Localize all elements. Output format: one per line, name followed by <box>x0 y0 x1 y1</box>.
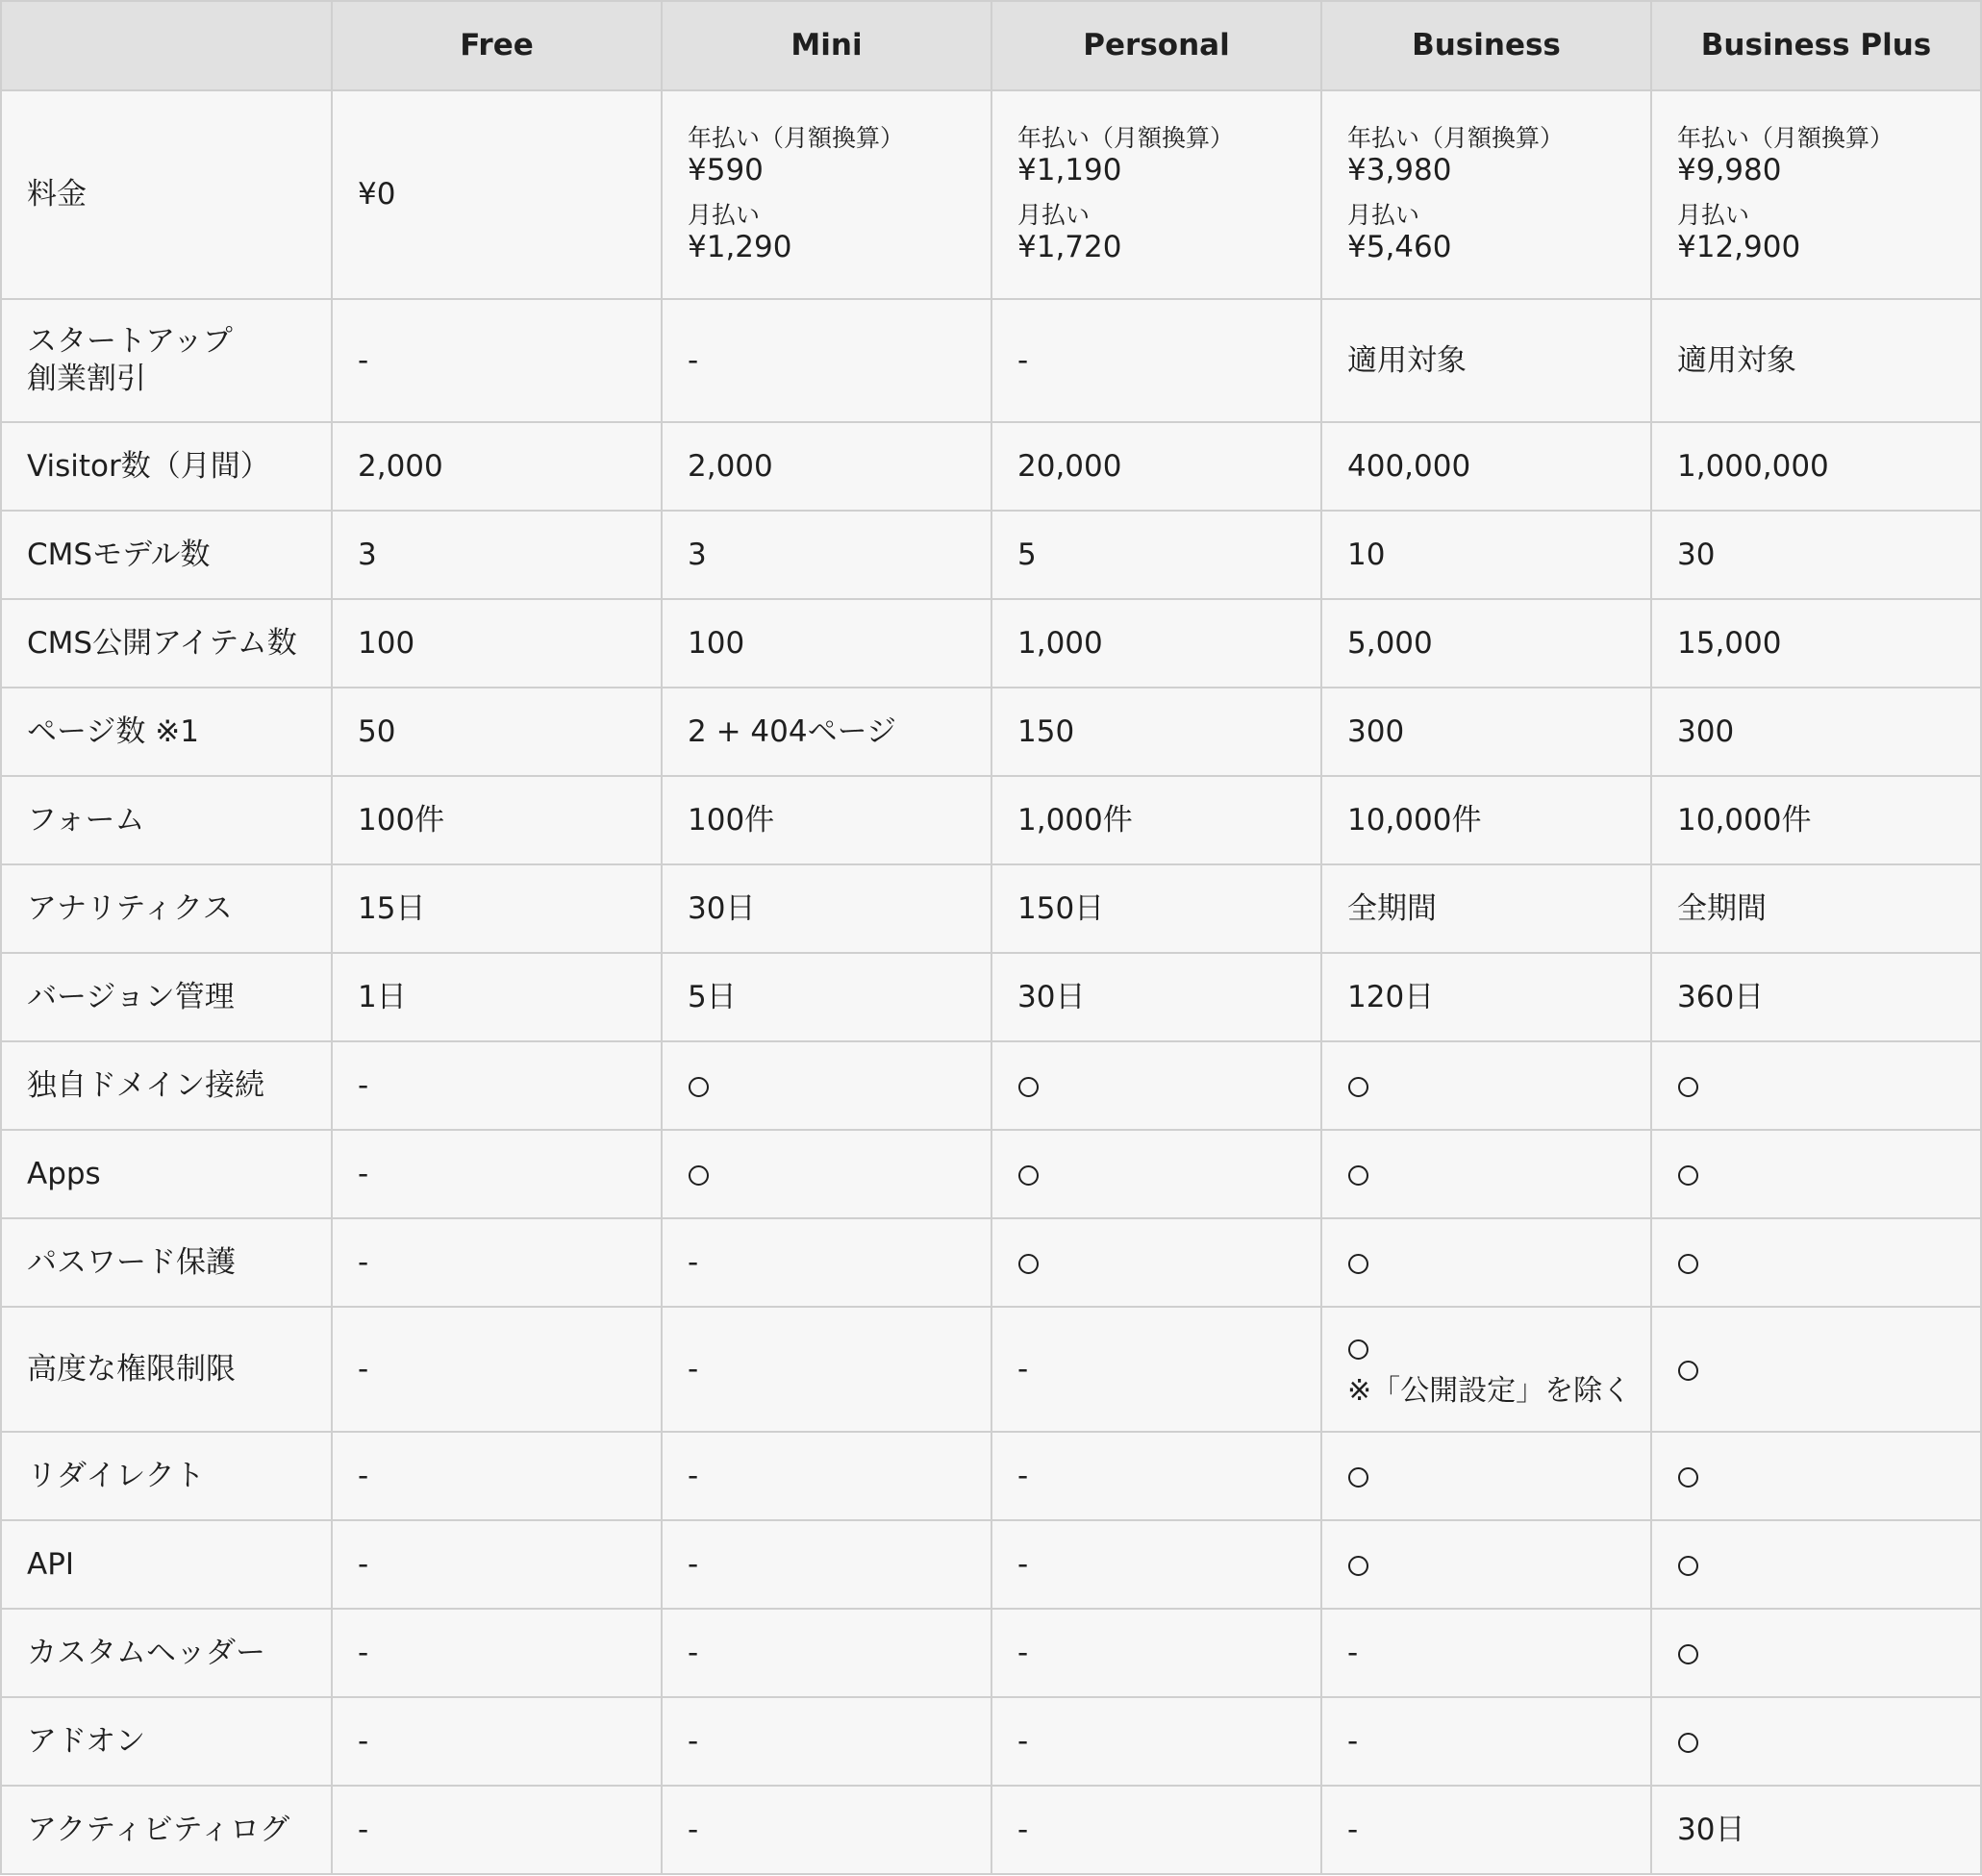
row-label: CMSモデル数 <box>1 511 332 599</box>
available-circle-icon <box>1348 1339 1368 1360</box>
cell-value: 100 <box>688 625 745 661</box>
cell-value: 1,000 <box>1017 625 1103 661</box>
feature-row <box>1 1609 1981 1697</box>
row-label: CMS公開アイテム数 <box>1 599 332 688</box>
cell-free <box>332 953 662 1041</box>
cell-value: 2 + 404ページ <box>688 713 896 749</box>
available-circle-icon <box>1678 1467 1698 1488</box>
unavailable-dash: - <box>688 1723 699 1759</box>
unavailable-dash: - <box>688 1546 699 1582</box>
cell-free <box>332 776 662 864</box>
cell-free <box>332 1697 662 1786</box>
unavailable-dash: - <box>688 1244 699 1280</box>
cell-value: 120日 <box>1347 979 1435 1014</box>
cell-free <box>332 1609 662 1697</box>
unavailable-dash: - <box>358 1546 369 1582</box>
cell-business <box>1321 599 1651 688</box>
cell-value: 3 <box>688 537 707 572</box>
cell-value: 2,000 <box>358 448 443 484</box>
feature-row <box>1 864 1981 953</box>
annual-price: ¥1,190 <box>1017 153 1122 188</box>
cell-value: 30日 <box>1017 979 1086 1014</box>
cell-business-plus <box>1651 1307 1981 1432</box>
available-circle-icon <box>1018 1077 1039 1097</box>
cell-value: 1,000件 <box>1017 802 1133 838</box>
cell-mini <box>662 511 991 599</box>
startup-discount-row <box>1 299 1981 422</box>
cell-value: 5,000 <box>1347 625 1433 661</box>
cell-value: 5日 <box>688 979 737 1014</box>
annual-label: 年払い（月額換算） <box>1677 124 1894 153</box>
cell-mini <box>662 864 991 953</box>
monthly-price: ¥1,290 <box>688 229 792 264</box>
cell-value: 30日 <box>1677 1812 1745 1847</box>
startup-cell: 適用対象 <box>1651 299 1981 422</box>
cell-value: 150 <box>1017 713 1075 749</box>
cell-business <box>1321 776 1651 864</box>
cell-free <box>332 1307 662 1432</box>
annual-price-block <box>1347 124 1625 188</box>
annual-label: 年払い（月額換算） <box>688 124 905 153</box>
unavailable-dash: - <box>358 1723 369 1759</box>
cell-mini <box>662 1432 991 1520</box>
row-label: Apps <box>1 1130 332 1218</box>
cell-value: 全期間 <box>1347 890 1437 926</box>
row-label-price: 料金 <box>1 90 332 299</box>
cell-mini <box>662 1697 991 1786</box>
price-cell-business-plus <box>1651 90 1981 299</box>
available-circle-icon <box>1678 1644 1698 1664</box>
cell-personal <box>991 1786 1321 1874</box>
available-circle-icon <box>1678 1556 1698 1576</box>
cell-value: 3 <box>358 537 377 572</box>
unavailable-dash: - <box>1017 1546 1029 1582</box>
annual-price-block <box>688 124 966 188</box>
monthly-label: 月払い <box>1677 200 1750 229</box>
cell-business-plus <box>1651 776 1981 864</box>
cell-business <box>1321 1218 1651 1307</box>
cell-business-plus <box>1651 1218 1981 1307</box>
unavailable-dash: - <box>1347 1812 1359 1847</box>
available-circle-icon <box>1678 1077 1698 1097</box>
startup-cell: - <box>991 299 1321 422</box>
feature-row <box>1 1218 1981 1307</box>
row-label: Visitor数（月間） <box>1 422 332 511</box>
annual-price-block <box>1677 124 1955 188</box>
row-label: バージョン管理 <box>1 953 332 1041</box>
available-circle-icon <box>689 1077 709 1097</box>
annual-price: ¥3,980 <box>1347 153 1452 188</box>
cell-business-plus <box>1651 1609 1981 1697</box>
cell-mini <box>662 776 991 864</box>
available-circle-icon <box>1018 1165 1039 1186</box>
cell-value: 100件 <box>358 802 445 838</box>
cell-business-plus <box>1651 422 1981 511</box>
cell-business <box>1321 1697 1651 1786</box>
feature-row <box>1 511 1981 599</box>
cell-free <box>332 511 662 599</box>
row-label: ページ数 ※1 <box>1 688 332 776</box>
unavailable-dash: - <box>688 1458 699 1493</box>
advanced-permissions-row <box>1 1307 1981 1432</box>
cell-mini <box>662 1609 991 1697</box>
monthly-label: 月払い <box>1017 200 1091 229</box>
cell-personal <box>991 1697 1321 1786</box>
feature-row <box>1 688 1981 776</box>
table-body <box>1 90 1981 1874</box>
startup-cell: - <box>332 299 662 422</box>
monthly-price-block <box>1017 201 1295 265</box>
cell-value: 10,000件 <box>1347 802 1482 838</box>
feature-row <box>1 1130 1981 1218</box>
monthly-price: ¥1,720 <box>1017 229 1122 264</box>
cell-mini <box>662 688 991 776</box>
unavailable-dash: - <box>358 1351 369 1387</box>
monthly-price-block <box>688 201 966 265</box>
cell-business <box>1321 953 1651 1041</box>
cell-personal <box>991 422 1321 511</box>
monthly-price-block <box>1677 201 1955 265</box>
cell-business-plus <box>1651 1432 1981 1520</box>
unavailable-dash: - <box>358 1244 369 1280</box>
annual-price-block <box>1017 124 1295 188</box>
startup-cell: - <box>662 299 991 422</box>
cell-business <box>1321 422 1651 511</box>
annual-price: ¥9,980 <box>1677 153 1782 188</box>
cell-value: 300 <box>1347 713 1405 749</box>
cell-free <box>332 864 662 953</box>
cell-personal <box>991 1609 1321 1697</box>
cell-business-plus <box>1651 1041 1981 1130</box>
unavailable-dash: - <box>358 1156 369 1191</box>
cell-value: 400,000 <box>1347 448 1471 484</box>
unavailable-dash: - <box>358 1635 369 1670</box>
cell-mini <box>662 1307 991 1432</box>
cell-mini <box>662 1786 991 1874</box>
cell-free <box>332 1130 662 1218</box>
cell-business <box>1321 511 1651 599</box>
feature-row <box>1 1520 1981 1609</box>
cell-value: 150日 <box>1017 890 1105 926</box>
available-circle-icon <box>1678 1165 1698 1186</box>
cell-free <box>332 1218 662 1307</box>
cell-business <box>1321 1130 1651 1218</box>
cell-mini <box>662 1520 991 1609</box>
cell-business-plus <box>1651 1130 1981 1218</box>
cell-personal <box>991 511 1321 599</box>
monthly-price-block <box>1347 201 1625 265</box>
row-label-line: 創業割引 <box>27 362 146 396</box>
cell-personal <box>991 864 1321 953</box>
cell-value: 300 <box>1677 713 1735 749</box>
cell-mini <box>662 1041 991 1130</box>
cell-free <box>332 688 662 776</box>
cell-value: 5 <box>1017 537 1037 572</box>
cell-business <box>1321 864 1651 953</box>
cell-value: 50 <box>358 713 396 749</box>
row-label: パスワード保護 <box>1 1218 332 1307</box>
cell-value: 1日 <box>358 979 407 1014</box>
cell-business <box>1321 1307 1651 1432</box>
monthly-label: 月払い <box>688 200 761 229</box>
price-row <box>1 90 1981 299</box>
cell-personal <box>991 776 1321 864</box>
cell-business <box>1321 1041 1651 1130</box>
cell-personal <box>991 599 1321 688</box>
cell-business <box>1321 1432 1651 1520</box>
feature-row <box>1 1697 1981 1786</box>
available-circle-icon <box>689 1165 709 1186</box>
unavailable-dash: - <box>358 1458 369 1493</box>
cell-personal <box>991 688 1321 776</box>
price-cell-mini <box>662 90 991 299</box>
cell-value: 2,000 <box>688 448 773 484</box>
cell-value: 10 <box>1347 537 1386 572</box>
cell-personal <box>991 1520 1321 1609</box>
monthly-price: ¥5,460 <box>1347 229 1452 264</box>
cell-mini <box>662 1218 991 1307</box>
cell-free <box>332 1432 662 1520</box>
feature-row <box>1 1786 1981 1874</box>
row-label: アドオン <box>1 1697 332 1786</box>
unavailable-dash: - <box>688 1635 699 1670</box>
header-corner-cell <box>1 1 332 90</box>
price-cell-business <box>1321 90 1651 299</box>
cell-business <box>1321 688 1651 776</box>
unavailable-dash: - <box>1017 1812 1029 1847</box>
cell-free <box>332 1520 662 1609</box>
cell-mini <box>662 599 991 688</box>
available-circle-icon <box>1348 1556 1368 1576</box>
cell-mini <box>662 953 991 1041</box>
plan-header-business-plus: Business Plus <box>1651 1 1981 90</box>
cell-business-plus <box>1651 1520 1981 1609</box>
cell-value: 30日 <box>688 890 756 926</box>
cell-business-plus <box>1651 864 1981 953</box>
row-label: API <box>1 1520 332 1609</box>
cell-business-plus <box>1651 599 1981 688</box>
feature-row <box>1 1432 1981 1520</box>
plan-header-business: Business <box>1321 1 1651 90</box>
available-circle-icon <box>1678 1733 1698 1753</box>
cell-value: 15,000 <box>1677 625 1782 661</box>
cell-personal <box>991 1432 1321 1520</box>
row-label-startup-discount <box>1 299 332 422</box>
unavailable-dash: - <box>1017 1723 1029 1759</box>
unavailable-dash: - <box>688 1351 699 1387</box>
startup-cell: 適用対象 <box>1321 299 1651 422</box>
plan-header-personal: Personal <box>991 1 1321 90</box>
cell-value: 1,000,000 <box>1677 448 1829 484</box>
monthly-label: 月払い <box>1347 200 1420 229</box>
feature-row <box>1 422 1981 511</box>
cell-business <box>1321 1609 1651 1697</box>
cell-value: 15日 <box>358 890 426 926</box>
row-label: アナリティクス <box>1 864 332 953</box>
cell-value: 360日 <box>1677 979 1765 1014</box>
monthly-price: ¥12,900 <box>1677 229 1801 264</box>
feature-row <box>1 953 1981 1041</box>
header-row <box>1 1 1981 90</box>
unavailable-dash: - <box>1017 1635 1029 1670</box>
row-label: フォーム <box>1 776 332 864</box>
row-label: カスタムヘッダー <box>1 1609 332 1697</box>
row-label-line: スタートアップ <box>27 324 233 360</box>
cell-business-plus <box>1651 1697 1981 1786</box>
available-circle-icon <box>1348 1077 1368 1097</box>
cell-value: 100 <box>358 625 415 661</box>
cell-value: 100件 <box>688 802 775 838</box>
cell-business <box>1321 1786 1651 1874</box>
annual-label: 年払い（月額換算） <box>1017 124 1235 153</box>
cell-personal <box>991 1130 1321 1218</box>
cell-business <box>1321 1520 1651 1609</box>
unavailable-dash: - <box>1017 1458 1029 1493</box>
row-label: 高度な権限制限 <box>1 1307 332 1432</box>
cell-business-plus <box>1651 1786 1981 1874</box>
plan-header-free: Free <box>332 1 662 90</box>
unavailable-dash: - <box>1017 1351 1029 1387</box>
cell-personal <box>991 1307 1321 1432</box>
cell-business-plus <box>1651 953 1981 1041</box>
cell-business-plus <box>1651 511 1981 599</box>
row-label: 独自ドメイン接続 <box>1 1041 332 1130</box>
cell-free <box>332 1041 662 1130</box>
price-cell-personal <box>991 90 1321 299</box>
cell-mini <box>662 422 991 511</box>
cell-personal <box>991 1041 1321 1130</box>
cell-personal <box>991 953 1321 1041</box>
plan-header-mini: Mini <box>662 1 991 90</box>
available-circle-icon <box>1018 1254 1039 1274</box>
cell-free <box>332 422 662 511</box>
permissions-note: ※「公開設定」を除く <box>1347 1373 1632 1408</box>
table-header <box>1 1 1981 90</box>
unavailable-dash: - <box>1347 1723 1359 1759</box>
unavailable-dash: - <box>358 1067 369 1103</box>
cell-free <box>332 1786 662 1874</box>
annual-label: 年払い（月額換算） <box>1347 124 1565 153</box>
annual-price: ¥590 <box>688 153 764 188</box>
cell-value: 10,000件 <box>1677 802 1812 838</box>
cell-personal <box>991 1218 1321 1307</box>
cell-value: 30 <box>1677 537 1716 572</box>
cell-mini <box>662 1130 991 1218</box>
available-circle-icon <box>1348 1467 1368 1488</box>
available-circle-icon <box>1678 1254 1698 1274</box>
available-circle-icon <box>1348 1165 1368 1186</box>
feature-row <box>1 1041 1981 1130</box>
cell-free <box>332 599 662 688</box>
feature-row <box>1 599 1981 688</box>
row-label: アクティビティログ <box>1 1786 332 1874</box>
cell-business-plus <box>1651 688 1981 776</box>
available-circle-icon <box>1348 1254 1368 1274</box>
unavailable-dash: - <box>688 1812 699 1847</box>
row-label: リダイレクト <box>1 1432 332 1520</box>
unavailable-dash: - <box>358 1812 369 1847</box>
cell-value: 20,000 <box>1017 448 1122 484</box>
cell-value: 全期間 <box>1677 890 1767 926</box>
available-circle-icon <box>1678 1361 1698 1381</box>
feature-row <box>1 776 1981 864</box>
unavailable-dash: - <box>1347 1635 1359 1670</box>
price-cell-free: ¥0 <box>332 90 662 299</box>
